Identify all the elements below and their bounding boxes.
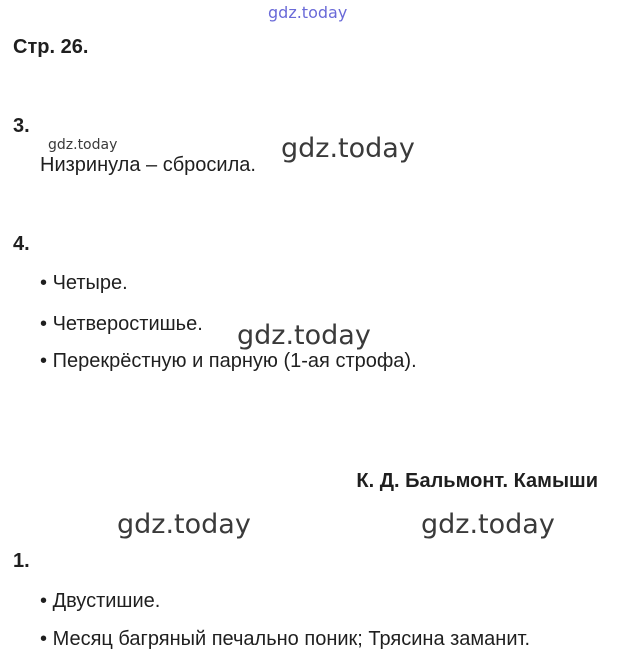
list-item-text: Четыре. (52, 272, 128, 294)
list-item-text: Двустишие. (52, 590, 161, 612)
page-title: Стр. 26. (13, 36, 89, 58)
watermark-small: gdz.today (48, 137, 118, 153)
bullet-dot: • (40, 350, 48, 372)
work-title: К. Д. Бальмонт. Камыши (356, 470, 598, 492)
watermark: gdz.today (281, 133, 415, 164)
list-item (40, 272, 128, 295)
list-item (40, 590, 160, 613)
watermark: gdz.today (237, 320, 371, 351)
list-item (40, 313, 203, 336)
list-item (40, 350, 417, 373)
list-item-text: Четверостишье. (52, 313, 203, 335)
bullet-dot: • (40, 628, 48, 650)
list-item-text: Перекрёстную и парную (1-ая строфа). (52, 350, 417, 372)
watermark: gdz.today (117, 509, 251, 540)
bullet-dot: • (40, 272, 48, 294)
list-item (40, 628, 530, 651)
bullet-dot: • (40, 590, 48, 612)
task-number-3: 3. (13, 115, 30, 137)
task-number-4: 4. (13, 233, 30, 255)
bullet-dot: • (40, 313, 48, 335)
watermark: gdz.today (421, 509, 555, 540)
list-item-text: Месяц багряный печально поник; Трясина заманит. (52, 628, 530, 650)
task-number-1: 1. (13, 550, 30, 572)
answer-line: Низринула – сбросила. (40, 154, 256, 176)
watermark-top: gdz.today (268, 3, 348, 22)
